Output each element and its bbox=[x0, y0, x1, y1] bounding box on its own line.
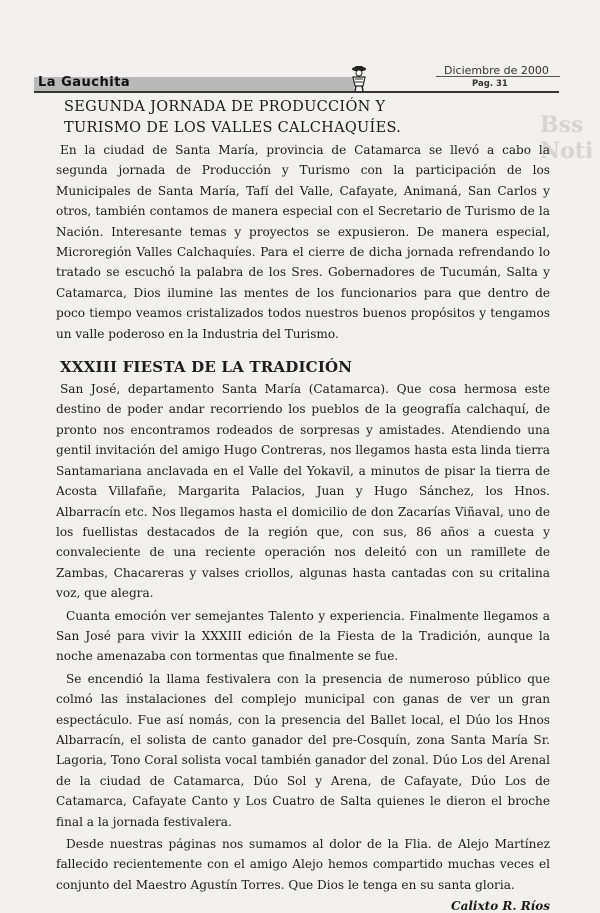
article-title-line-1: SEGUNDA JORNADA DE PRODUCCIÓN Y bbox=[64, 99, 386, 115]
bleed-through-text: Bss Noti bbox=[540, 112, 594, 164]
author-signature: Calixto R. Ríos bbox=[451, 899, 550, 913]
paragraph-5: Desde nuestras páginas nos sumamos al dolor de la Flia. de Alejo Martínez fallecido recientemente con el amigo Alejo hemos compartido muchas veces el conjunto del Maestro Agustín Torres. Que Dios le tenga en su santa gloria. bbox=[56, 837, 550, 892]
paragraph-3: Cuanta emoción ver semejantes Talento y experiencia. Finalmente llegamos a San José para vivir la XXXIII edición de la Fiesta de la Tradición, aunque la noche amenazaba con tormentas que finalmente se fue. bbox=[56, 608, 550, 664]
article-title-line-2: TURISMO DE LOS VALLES CALCHAQUÍES. bbox=[64, 120, 402, 136]
publication-name: La Gauchita bbox=[38, 75, 131, 90]
paragraph-1: En la ciudad de Santa María, provincia de Catamarca se llevó a cabo la segunda jornada de Producción y Turismo con la participación de los Municipales de Santa María, Tafí del Valle, Cafayate, Animaná, San Carlos y otros, también contamos de manera especial con el Secretario de Turismo de la Nación. Interesante temas y proyectos se expusieron. De manera especial, Microregión Valles Calchaquíes. Para el cierre de dicha jornada refrendando lo tratado se escuchó la palabra de los Sres. Gobernadores de Tucumán, Salta y Catamarca, Dios ilumine las mentes de los funcionarios para que dentro de poco tiempo veamos cristalizados todos nuestros buenos propósitos y tengamos un valle poderoso en la Industria del Turismo. bbox=[56, 143, 550, 341]
page-number: Pag. 31 bbox=[472, 79, 508, 89]
section-subtitle: XXXIII FIESTA DE LA TRADICIÓN bbox=[60, 358, 353, 377]
paragraph-4: Se encendió la llama festivalera con la presencia de numeroso público que colmó las instalaciones del complejo municipal con ganas de ver un gran espectáculo. Fue así nomás, con la presencia del Ballet local, el Dúo los Hnos Albarracín, el solista de canto ganador del pre-Cosquín, zona Santa María Sr. Lagoria, Tono Coral solista vocal también ganador del zonal. Dúo Los del Arenal de la ciudad de Catamarca, Dúo Sol y Arena, de Cafayate, Dúo Los de Catamarca, Cafayate Canto y Los Cuatro de Salta quienes le dieron el broche final a la jornada festivalera. bbox=[56, 671, 550, 829]
page-header bbox=[30, 64, 562, 92]
gaucho-mascot-icon bbox=[348, 64, 370, 92]
article-body bbox=[56, 98, 550, 913]
paragraph-2: San José, departamento Santa María (Catamarca). Que cosa hermosa este destino de poder andar recorriendo los pueblos de la geografía calchaquí, de pronto nos encontramos rodeados de sorpresas y amistades. Atendiendo una gentil invitación del amigo Hugo Contreras, nos llegamos hasta esta linda tierra Santamariana anclavada en el Valle del Yokavil, a minutos de pisar la tierra de Acosta Villafañe, Margarita Palacios, Juan y Hugo Sánchez, los Hnos. Albarracín etc. Nos llegamos hasta el domicilio de don Zacarías Viñaval, uno de los fuellistas destacados de la región que, con sus, 86 años a cuesta y convaleciente de una reciente operación nos deleitó con un ramillete de Zambas, Chacareras y valses criollos, algunas hasta cantadas con su critalina voz, que alegra. bbox=[56, 382, 550, 601]
header-rule bbox=[34, 91, 559, 93]
issue-date: Diciembre de 2000 bbox=[444, 64, 549, 77]
